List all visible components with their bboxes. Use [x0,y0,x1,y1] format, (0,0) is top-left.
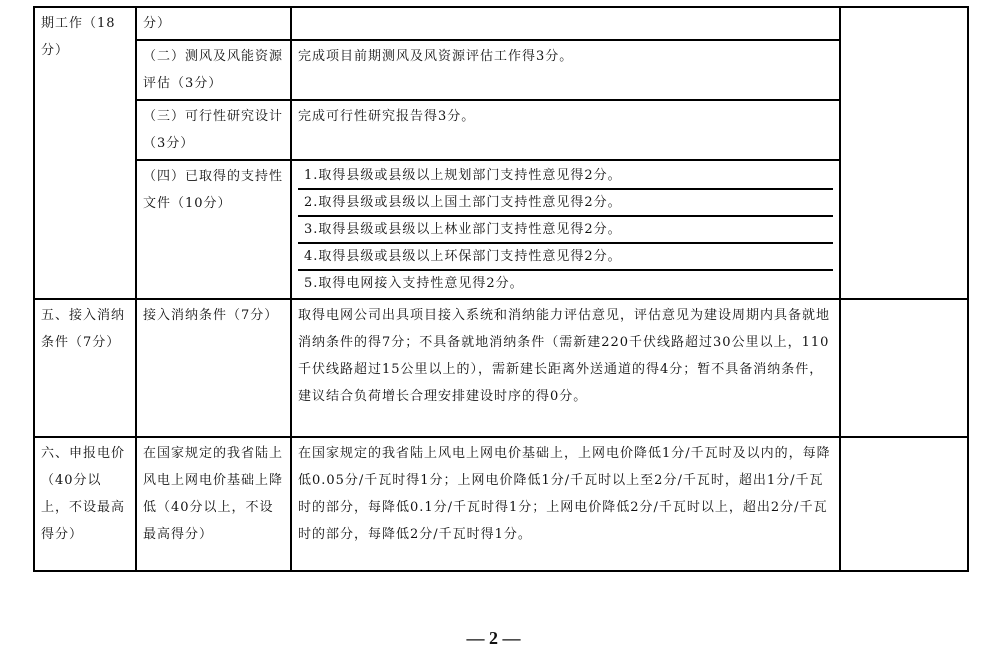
list-item: 4.取得县级或县级以上环保部门支持性意见得2分。 [298,244,833,271]
item-text: （四）已取得的支持性文件（10分） [142,169,283,211]
item-text: （二）测风及风能资源评估（3分） [142,49,283,91]
criteria-cell [291,437,840,571]
table-row [34,299,968,437]
criteria-cell [291,160,840,299]
category-cell [34,7,136,299]
item-cell [136,299,291,437]
item-cell [136,7,291,40]
score-cell [840,7,969,299]
item-cell [136,160,291,299]
criteria-cell [291,100,840,160]
item-text: 在国家规定的我省陆上风电上网电价基础上降低（40分以上，不设最高得分） [142,446,283,542]
item-cell [136,40,291,100]
table-row [34,437,968,571]
score-cell [840,299,969,437]
item-text: 接入消纳条件（7分） [142,308,279,323]
criteria-cell [291,40,840,100]
item-cell [136,437,291,571]
criteria-text: 完成项目前期测风及风资源评估工作得3分。 [297,49,574,64]
table-row [34,160,968,299]
category-cell [34,299,136,437]
item-text: （三）可行性研究设计（3分） [142,109,283,151]
table-row [34,40,968,100]
category-cell [34,437,136,571]
category-text: 五、接入消纳条件（7分） [41,308,126,350]
score-cell [840,437,969,571]
item-text: 分） [142,16,171,31]
criteria-cell [291,7,840,40]
category-text: 期工作（18分） [41,16,116,58]
table-row [34,7,968,40]
list-item: 1.取得县级或县级以上规划部门支持性意见得2分。 [298,163,833,190]
item-cell [136,100,291,160]
criteria-list [298,163,833,296]
list-item: 2.取得县级或县级以上国土部门支持性意见得2分。 [298,190,833,217]
list-item: 5.取得电网接入支持性意见得2分。 [303,276,524,291]
category-text: 六、申报电价（40分以上，不设最高得分） [41,446,126,542]
table-row [34,100,968,160]
criteria-text: 取得电网公司出具项目接入系统和消纳能力评估意见，评估意见为建设周期内具备就地消纳条件的得7分；不具备就地消纳条件（需新建220千伏线路超过30公里以上，110千伏线路超过15公里以上的），需新建长距离外送通道的得4分；暂不具备消纳条件，建议结合负荷增长合理安排建设时序的得0分。 [297,308,830,404]
page-number: — 2 — [466,628,521,648]
criteria-text: 完成可行性研究报告得3分。 [297,109,476,124]
list-item: 3.取得县级或县级以上林业部门支持性意见得2分。 [298,217,833,244]
criteria-cell [291,299,840,437]
scoring-table [33,6,969,572]
criteria-text: 在国家规定的我省陆上风电上网电价基础上，上网电价降低1分/千瓦时及以内的，每降低0.05分/千瓦时得1分；上网电价降低1分/千瓦时以上至2分/千瓦时，超出1分/千瓦时的部分，每降低0.1分/千瓦时得1分；上网电价降低2分/千瓦时以上，超出2分/千瓦时的部分，每降低2分/千瓦时得1分。 [297,446,831,542]
